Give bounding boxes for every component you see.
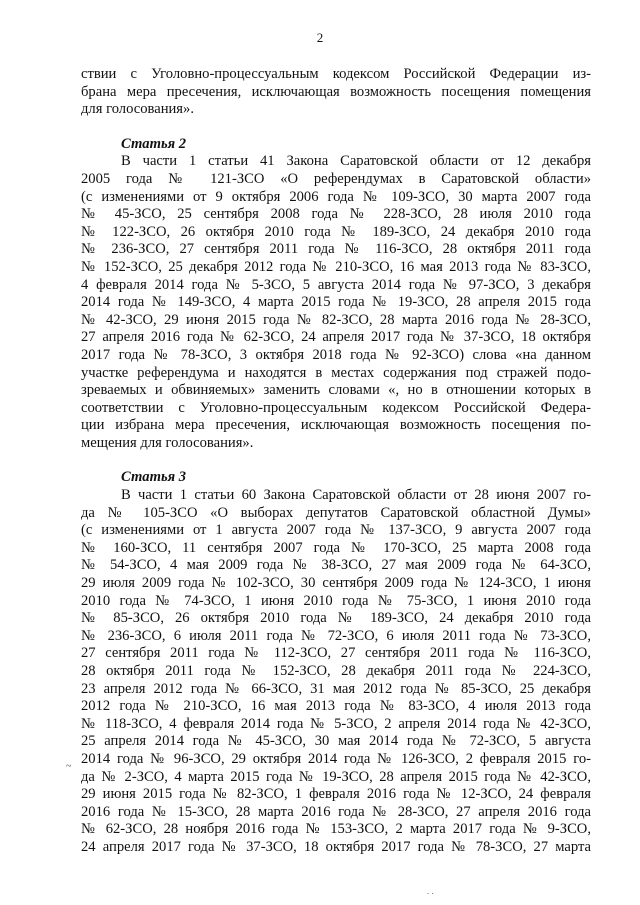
- text-line: 28 октября 2011 года № 152-ЗСО, 28 декабря 2011 года № 224-ЗСО,: [81, 663, 591, 679]
- text-line: для голосования».: [81, 101, 194, 118]
- text-line: № 118-ЗСО, 4 февраля 2014 года № 5-ЗСО, 2 апреля 2014 года № 42-ЗСО,: [81, 715, 591, 732]
- text-line: 2012 года № 210-ЗСО, 16 мая 2013 года № 83-ЗСО, 4 июля 2013 года: [81, 698, 591, 715]
- text-line: № 152-ЗСО, 25 декабря 2012 года № 210-ЗСО, 16 мая 2013 года № 83-ЗСО,: [81, 258, 591, 275]
- text-line: № 54-ЗСО, 4 мая 2009 года № 38-ЗСО, 27 мая 2009 года № 64-ЗСО,: [81, 557, 591, 574]
- text-line: 25 апреля 2014 года № 45-ЗСО, 30 мая 2014 года № 72-ЗСО, 5 августа: [81, 733, 591, 750]
- text-line: № 45-ЗСО, 25 сентября 2008 года № 228-ЗСО, 28 июля 2010 года: [81, 206, 591, 223]
- article-3-paragraph: [81, 487, 591, 856]
- text-line: (с изменениями от 9 октября 2006 года № 109-ЗСО, 30 марта 2007 года: [81, 188, 591, 205]
- text-line: 2010 года № 74-ЗСО, 1 июня 2010 года № 75-ЗСО, 1 июня 2010 года: [81, 592, 591, 609]
- article-2-paragraph: [81, 153, 591, 452]
- text-line: № 160-ЗСО, 11 сентября 2007 года № 170-ЗСО, 25 марта 2008 года: [81, 539, 591, 556]
- text-line: ции избрана мера пресечения, исключающая возможность посещения по-: [81, 417, 591, 434]
- intro-paragraph: [81, 66, 591, 119]
- text-line: 27 апреля 2016 года № 62-ЗСО, 24 апреля 2017 года № 37-ЗСО, 18 октября: [81, 329, 591, 346]
- text-line: мещения для голосования».: [81, 434, 254, 451]
- text-line: № 122-ЗСО, 26 октября 2010 года № 189-ЗСО, 24 декабря 2010 года: [81, 223, 591, 240]
- text-line: зреваемых и обвиняемых» заменить словами «, но в отношении которых в: [81, 382, 591, 399]
- text-line: В части 1 статьи 60 Закона Саратовской области от 28 июня 2007 го-: [121, 487, 591, 504]
- text-line: (с изменениями от 1 августа 2007 года № 137-ЗСО, 9 августа 2007 года: [81, 522, 591, 539]
- text-line: В части 1 статьи 41 Закона Саратовской области от 12 декабря: [121, 153, 591, 170]
- footer-dots: . .: [427, 886, 434, 896]
- text-line: 2014 года № 96-ЗСО, 29 октября 2014 года № 126-ЗСО, 2 февраля 2015 го-: [81, 750, 591, 767]
- text-line: 2005 года № 121-ЗСО «О референдумах в Саратовской области»: [81, 170, 591, 187]
- text-line: 29 июня 2015 года № 82-ЗСО, 1 февраля 2016 года № 12-ЗСО, 24 февраля: [81, 786, 591, 803]
- text-line: № 62-ЗСО, 28 ноября 2016 года № 153-ЗСО, 2 марта 2017 года № 9-ЗСО,: [81, 821, 591, 838]
- text-line: 4 февраля 2014 года № 5-ЗСО, 5 августа 2014 года № 97-ЗСО, 3 декабря: [81, 276, 591, 293]
- text-line: да № 2-ЗСО, 4 марта 2015 года № 19-ЗСО, 28 апреля 2015 года № 42-ЗСО,: [81, 768, 591, 785]
- text-line: 2016 года № 15-ЗСО, 28 марта 2016 года № 28-ЗСО, 27 апреля 2016 года: [81, 803, 591, 820]
- text-line: № 236-ЗСО, 6 июля 2011 года № 72-ЗСО, 6 июля 2011 года № 73-ЗСО,: [81, 627, 591, 644]
- text-line: 24 апреля 2017 года № 37-ЗСО, 18 октября 2017 года № 78-ЗСО, 27 марта: [81, 838, 591, 855]
- page-number: 2: [316, 30, 324, 45]
- text-line: соответствии с Уголовно-процессуальным кодексом Российской Федера-: [81, 399, 591, 416]
- text-line: 29 июля 2009 года № 102-ЗСО, 30 сентября 2009 года № 124-ЗСО, 1 июня: [81, 575, 591, 592]
- text-line: да № 105-ЗСО «О выборах депутатов Саратовской областной Думы»: [81, 504, 591, 521]
- text-line: 27 сентября 2011 года № 112-ЗСО, 27 сентября 2011 года № 116-ЗСО,: [81, 645, 591, 662]
- text-line: 23 апреля 2012 года № 66-ЗСО, 31 мая 2012 года № 85-ЗСО, 25 декабря: [81, 680, 591, 697]
- text-line: ствии с Уголовно-процессуальным кодексом Российской Федерации из-: [81, 66, 591, 82]
- text-line: участке референдума и находятся в местах содержания под стражей подо-: [81, 364, 591, 381]
- text-line: 2014 года № 149-ЗСО, 4 марта 2015 года № 19-ЗСО, 28 апреля 2015 года: [81, 294, 591, 311]
- text-line: № 85-ЗСО, 26 октября 2010 года № 189-ЗСО, 24 декабря 2010 года: [81, 610, 591, 627]
- text-line: 2017 года № 78-ЗСО, 3 октября 2018 года № 92-ЗСО) слова «на данном: [81, 346, 591, 363]
- text-line: № 236-ЗСО, 27 сентября 2011 года № 116-ЗСО, 28 октября 2011 года: [81, 241, 591, 258]
- margin-mark: ~: [66, 761, 72, 772]
- article-3-heading: Статья 3: [121, 469, 187, 486]
- document-body: [81, 66, 591, 857]
- article-2-heading: Статья 2: [121, 135, 187, 152]
- text-line: брана мера пресечения, исключающая возможность посещения помещения: [81, 83, 591, 100]
- text-line: № 42-ЗСО, 29 июня 2015 года № 82-ЗСО, 28 марта 2016 года № 28-ЗСО,: [81, 311, 591, 328]
